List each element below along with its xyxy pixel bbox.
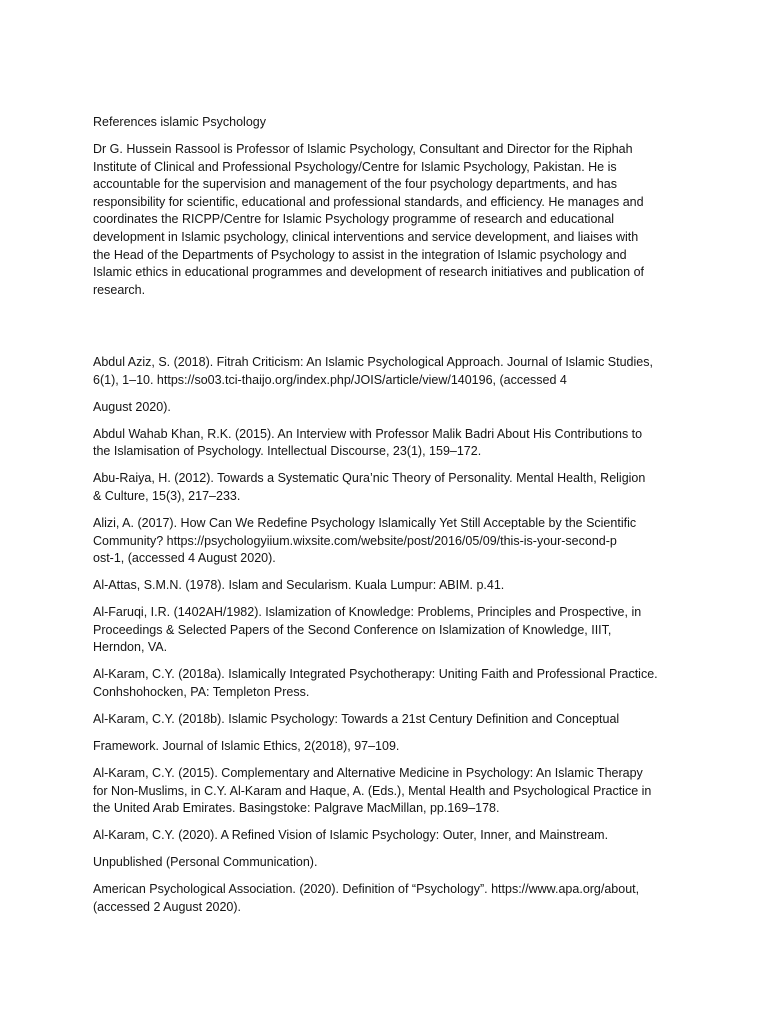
document-title-text: References islamic Psychology [93,115,266,129]
reference-line: Al-Attas, S.M.N. (1978). Islam and Secularism. Kuala Lumpur: ABIM. p.41. [93,578,505,593]
reference-line: (accessed 2 August 2020). [93,899,242,914]
bio-line: the Head of the Departments of Psychology to assist in the integration of Islamic psychology and [93,247,627,262]
reference-line: the United Arab Emirates. Basingstoke: Palgrave MacMillan, pp.169–178. [93,801,500,816]
reference-entry [93,515,768,568]
reference-entry [93,738,768,756]
reference-line: Al-Karam, C.Y. (2015). Complementary and Alternative Medicine in Psychology: An Islamic Therapy [93,765,643,780]
reference-entry [93,666,768,701]
reference-line: Al-Faruqi, I.R. (1402AH/1982). Islamization of Knowledge: Problems, Principles and Prospective, in [93,605,642,620]
reference-line: Proceedings & Selected Papers of the Second Conference on Islamization of Knowledge, IIIT, [93,622,612,637]
reference-entry [93,881,768,916]
reference-line: 6(1), 1–10. https://so03.tci-thaijo.org/index.php/JOIS/article/view/140196, (accessed 4 [93,372,567,387]
bio-line: accountable for the supervision and management of the four psychology departments, and has [93,177,617,192]
reference-line: Al-Karam, C.Y. (2020). A Refined Vision of Islamic Psychology: Outer, Inner, and Mainstream. [93,828,609,843]
reference-line: the Islamisation of Psychology. Intellectual Discourse, 23(1), 159–172. [93,444,482,459]
bio-line: Islamic ethics in educational programmes and development of research initiatives and publication of [93,265,644,280]
bio-line: research. [93,282,146,297]
reference-line: August 2020). [93,399,171,414]
reference-line: Abdul Wahab Khan, R.K. (2015). An Interview with Professor Malik Badri About His Contributions to [93,426,643,441]
reference-entry [93,711,768,729]
document-title [93,114,768,132]
reference-line: Conhshohocken, PA: Templeton Press. [93,684,310,699]
bio-line: responsibility for scientific, educational and professional standards, and efficiency. He manages and [93,194,644,209]
bio-paragraph [93,141,768,299]
reference-entry [93,354,768,389]
reference-line: American Psychological Association. (2020). Definition of “Psychology”. https://www.apa.org/about, [93,882,640,897]
reference-list [93,354,768,916]
reference-line: Al-Karam, C.Y. (2018b). Islamic Psychology: Towards a 21st Century Definition and Conceptual [93,711,620,726]
reference-entry [93,399,768,417]
reference-line: & Culture, 15(3), 217–233. [93,489,241,504]
bio-line: coordinates the RICPP/Centre for Islamic Psychology programme of research and educational [93,212,615,227]
reference-entry [93,577,768,595]
reference-line: Abu-Raiya, H. (2012). Towards a Systematic Qura’nic Theory of Personality. Mental Health, Religion [93,471,646,486]
reference-line: Al-Karam, C.Y. (2018a). Islamically Integrated Psychotherapy: Uniting Faith and Professional Practice. [93,667,658,682]
reference-entry [93,765,768,818]
reference-line: ost-1, (accessed 4 August 2020). [93,551,276,566]
reference-line: Community? https://psychologyiium.wixsite.com/website/post/2016/05/09/this-is-your-second-p [93,533,617,548]
reference-entry [93,604,768,657]
reference-line: Unpublished (Personal Communication). [93,855,318,870]
bio-line: Institute of Clinical and Professional Psychology/Centre for Islamic Psychology, Pakistan. He is [93,159,617,174]
reference-entry [93,854,768,872]
reference-entry [93,426,768,461]
reference-entry [93,470,768,505]
reference-line: Framework. Journal of Islamic Ethics, 2(2018), 97–109. [93,738,400,753]
bio-line: Dr G. Hussein Rassool is Professor of Islamic Psychology, Consultant and Director for the Riphah [93,141,633,156]
bio-line: development in Islamic psychology, clinical interventions and service development, and liaises with [93,229,639,244]
reference-line: Abdul Aziz, S. (2018). Fitrah Criticism: An Islamic Psychological Approach. Journal of Islamic Studies, [93,355,653,370]
reference-line: Herndon, VA. [93,640,168,655]
reference-line: Alizi, A. (2017). How Can We Redefine Psychology Islamically Yet Still Acceptable by the Scientific [93,516,637,531]
reference-entry [93,827,768,845]
reference-line: for Non-Muslims, in C.Y. Al-Karam and Haque, A. (Eds.), Mental Health and Psychological Practice in [93,783,652,798]
